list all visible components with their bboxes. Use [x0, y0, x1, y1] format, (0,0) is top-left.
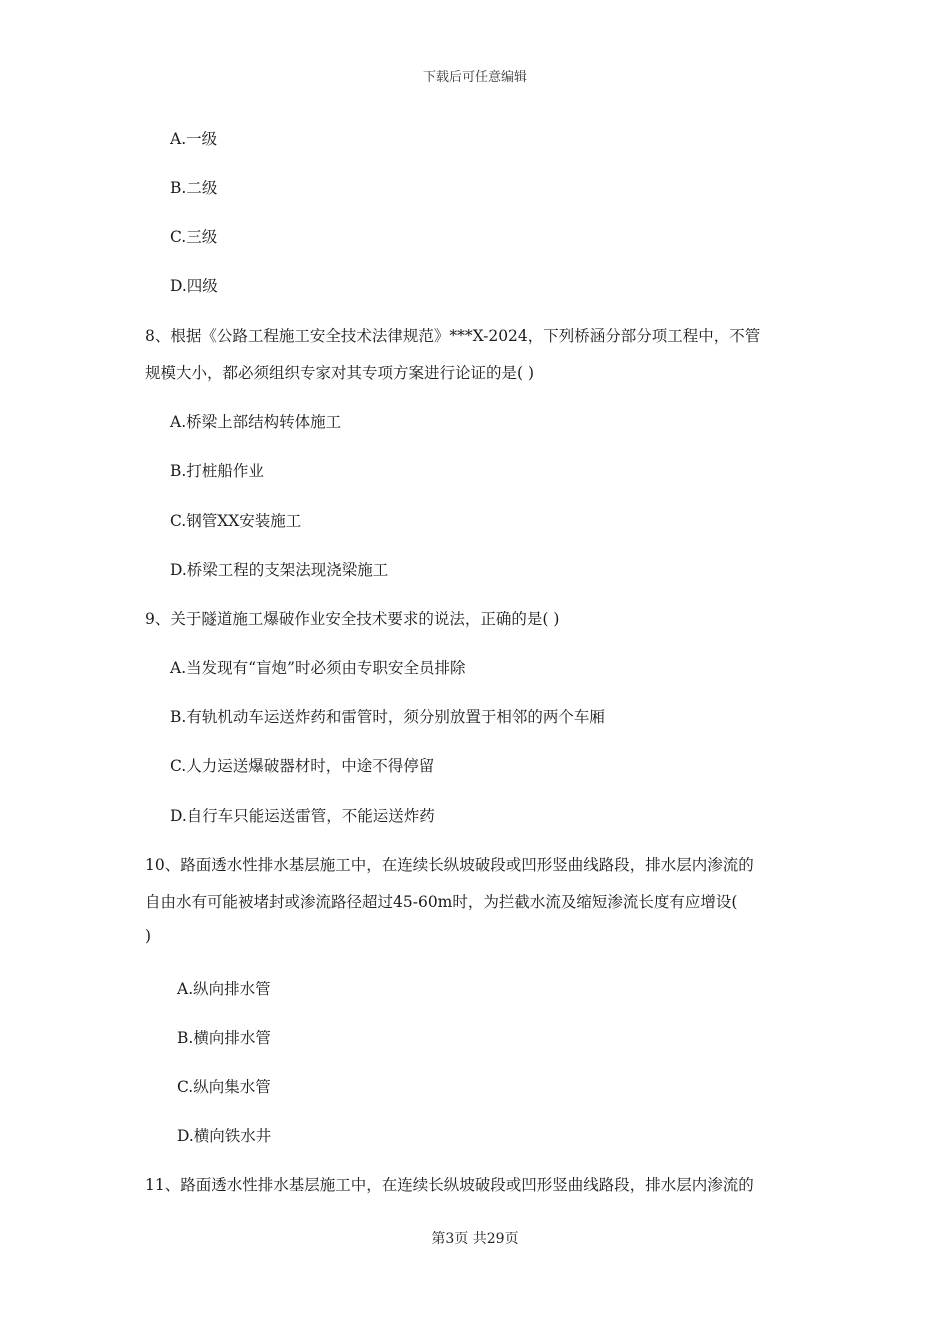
question-text-line: )	[145, 927, 152, 945]
option-b: B.打桩船作业	[170, 462, 264, 480]
option-a: A.纵向排水管	[177, 980, 271, 998]
option-a: A.一级	[170, 130, 218, 148]
option-a: A.当发现有“盲炮”时必须由专职安全员排除	[170, 659, 466, 677]
option-d: D.横向铁水井	[177, 1127, 272, 1145]
question-text-line: 自由水有可能被堵封或渗流路径超过45-60m时，为拦截水流及缩短渗流长度有应增设(	[145, 893, 738, 911]
question-text-line: 10、路面透水性排水基层施工中，在连续长纵坡破段或凹形竖曲线路段，排水层内渗流的	[145, 856, 754, 874]
option-c: C.纵向集水管	[177, 1078, 271, 1096]
question-text-line: 8、根据《公路工程施工安全技术法律规范》***X-2024，下列桥涵分部分项工程中，不管	[145, 327, 761, 345]
question-text-line: 11、路面透水性排水基层施工中，在连续长纵坡破段或凹形竖曲线路段，排水层内渗流的	[145, 1176, 754, 1194]
option-c: C.三级	[170, 228, 218, 246]
option-c: C.钢管XX安装施工	[170, 512, 302, 530]
page-footer: 第3页 共29页	[431, 1231, 519, 1247]
option-b: B.有轨机动车运送炸药和雷管时，须分别放置于相邻的两个车厢	[170, 708, 605, 726]
option-a: A.桥梁上部结构转体施工	[170, 413, 342, 431]
option-c: C.人力运送爆破器材时，中途不得停留	[170, 757, 435, 775]
option-d: D.四级	[170, 277, 218, 295]
option-b: B.横向排水管	[177, 1029, 271, 1047]
question-text-line: 规模大小，都必须组织专家对其专项方案进行论证的是( )	[145, 364, 535, 382]
option-d: D.桥梁工程的支架法现浇梁施工	[170, 561, 389, 579]
page-header: 下载后可任意编辑	[422, 70, 527, 85]
option-d: D.自行车只能运送雷管，不能运送炸药	[170, 807, 435, 825]
question-text-line: 9、关于隧道施工爆破作业安全技术要求的说法，正确的是( )	[145, 610, 560, 628]
option-b: B.二级	[170, 179, 218, 197]
